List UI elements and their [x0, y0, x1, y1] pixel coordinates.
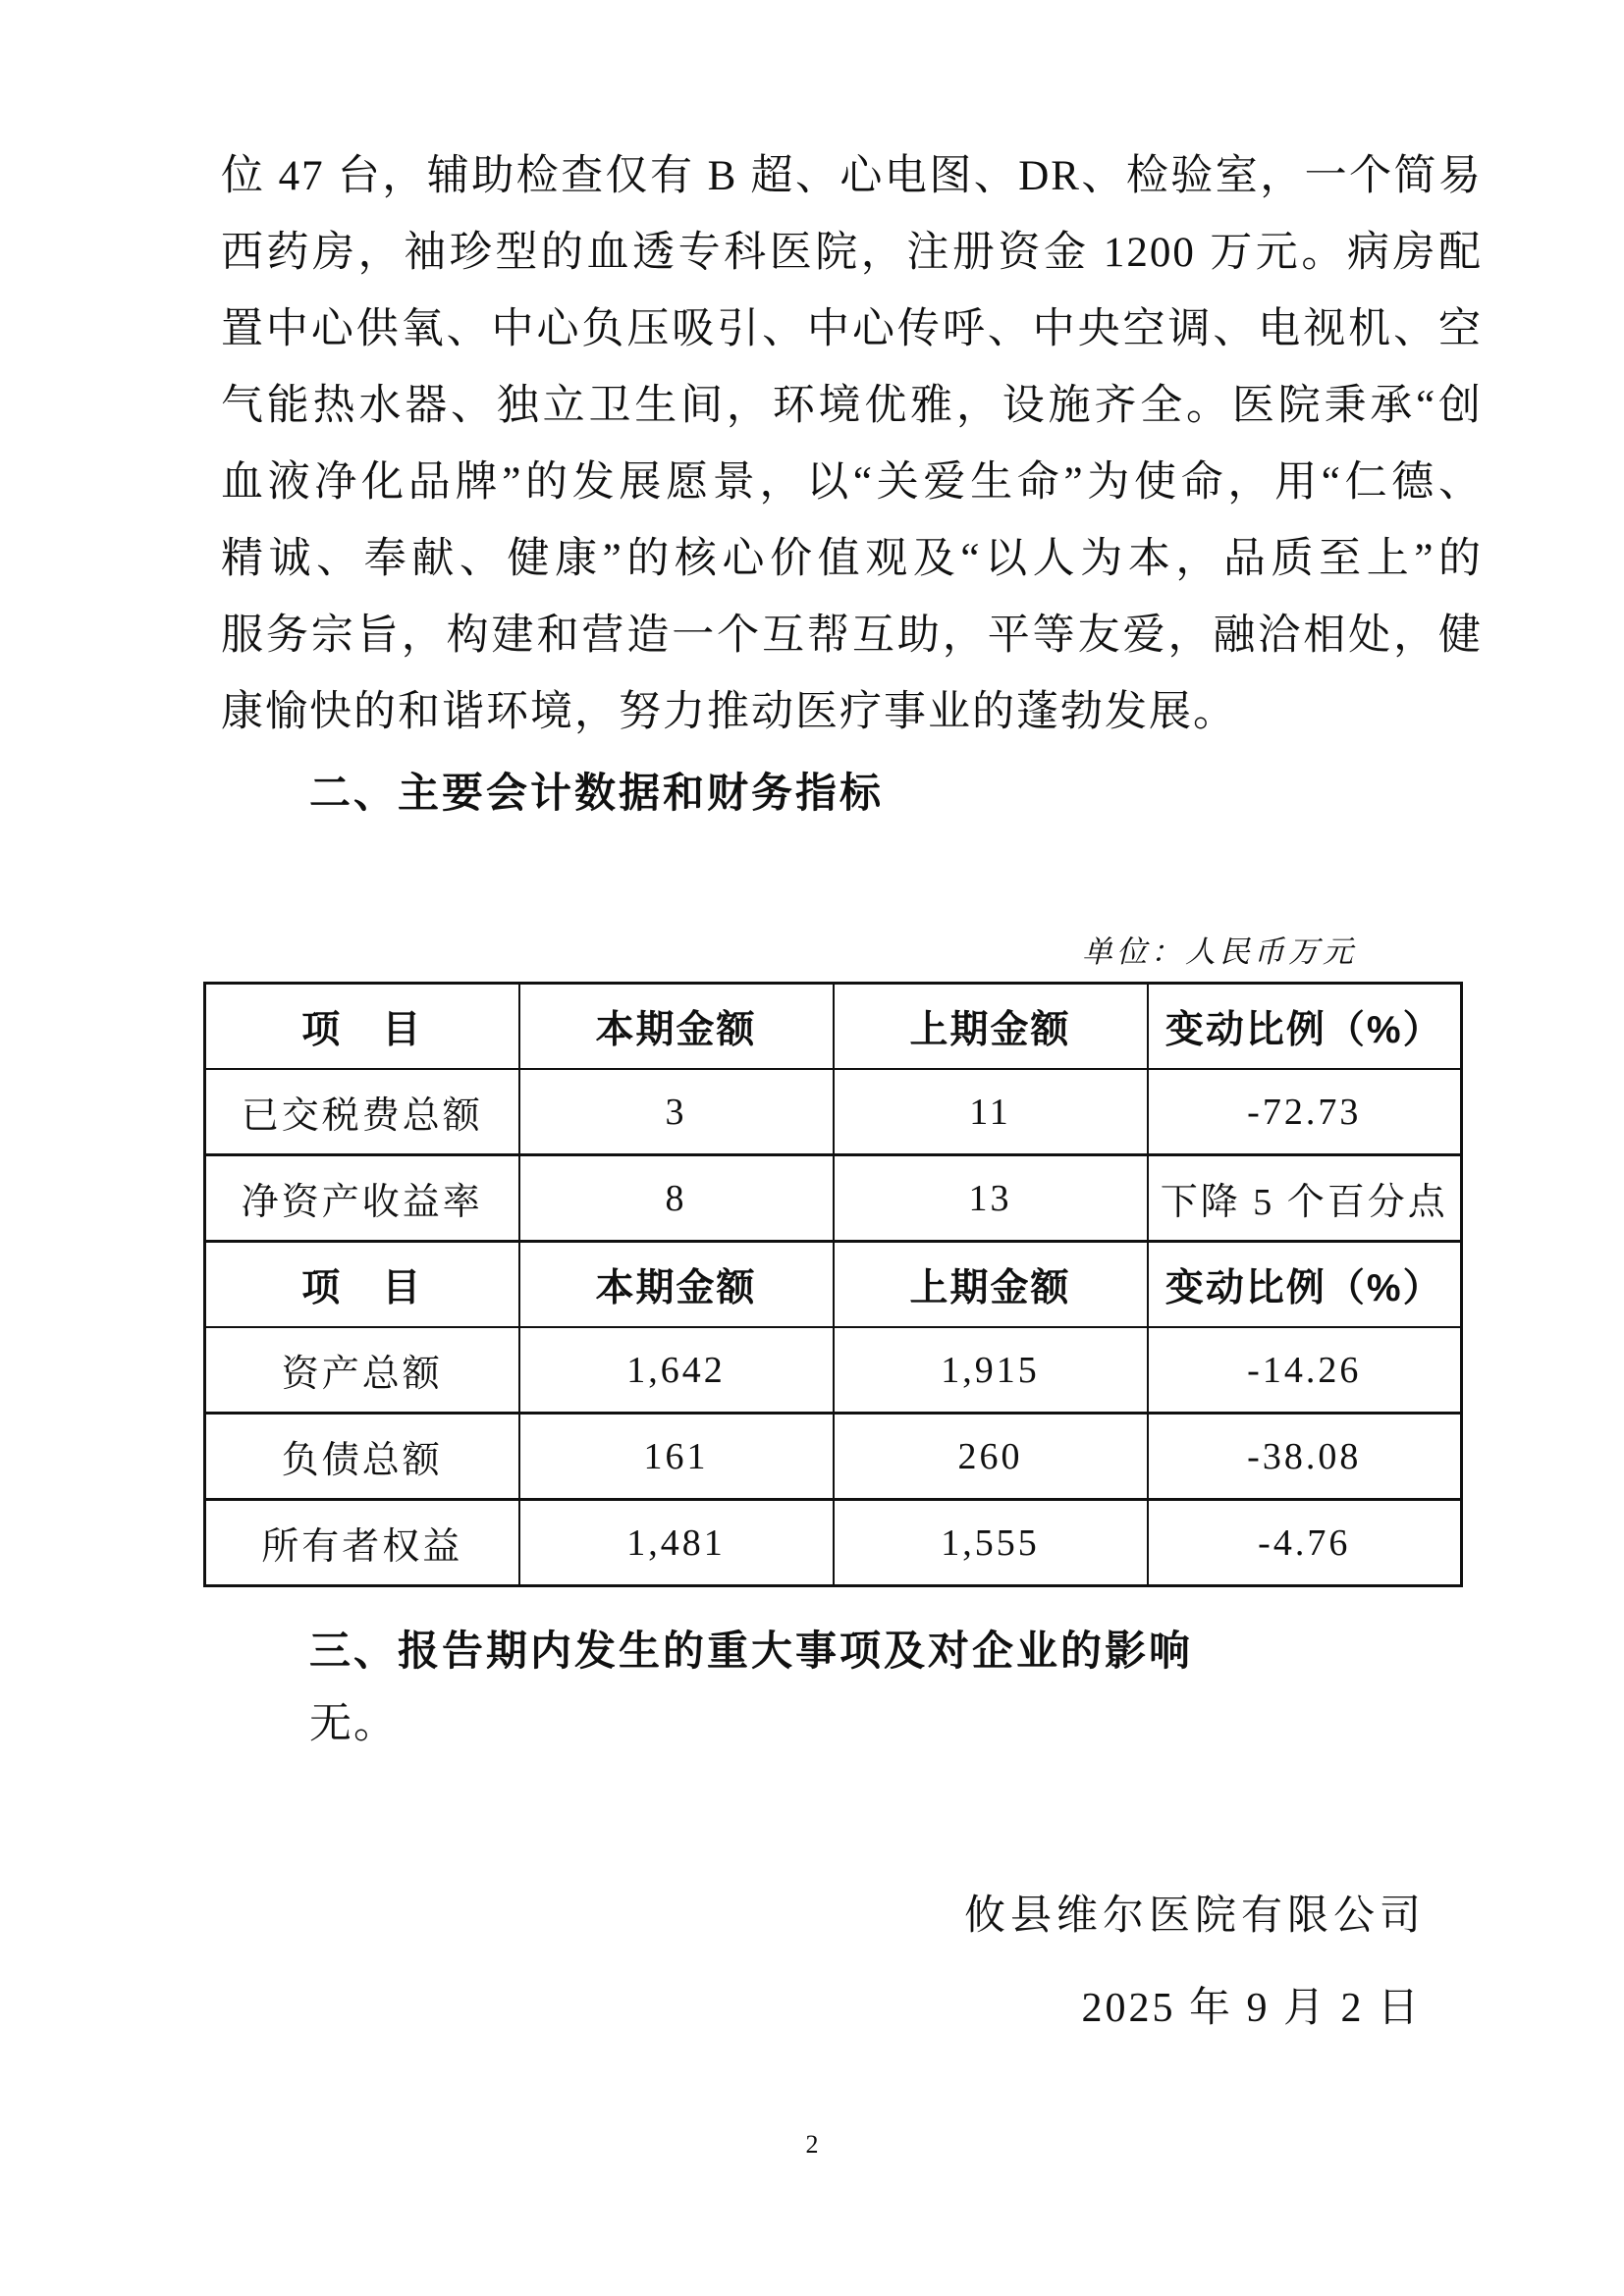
financial-indicators-table — [203, 982, 1463, 1587]
table-cell: 13 — [834, 1155, 1148, 1242]
table-cell: -4.76 — [1148, 1500, 1462, 1586]
table-cell: 1,481 — [519, 1500, 834, 1586]
table-cell: 3 — [519, 1069, 834, 1155]
table-cell: 260 — [834, 1414, 1148, 1500]
table-unit-label: 单位：人民币万元 — [1082, 934, 1357, 969]
table-cell: 11 — [834, 1069, 1148, 1155]
paragraph-line: 服务宗旨，构建和营造一个互帮互助，平等友爱，融洽相处，健 — [221, 613, 1483, 659]
table-cell: -72.73 — [1148, 1069, 1462, 1155]
paragraph-line: 西药房，袖珍型的血透专科医院，注册资金 1200 万元。病房配 — [221, 230, 1483, 276]
table-header-cell: 上期金额 — [834, 984, 1148, 1070]
section3-body: 无。 — [309, 1701, 398, 1747]
table-cell: 1,642 — [519, 1327, 834, 1414]
table-cell: 1,555 — [834, 1500, 1148, 1586]
table-header-cell: 项 目 — [205, 1242, 519, 1328]
table-cell: 8 — [519, 1155, 834, 1242]
table-cell: 已交税费总额 — [205, 1069, 519, 1155]
page-number: 2 — [805, 2130, 819, 2159]
table-row — [205, 1327, 1462, 1414]
signature-company: 攸县维尔医院有限公司 — [963, 1894, 1426, 1939]
table-cell: 负债总额 — [205, 1414, 519, 1500]
paragraph-line: 气能热水器、独立卫生间，环境优雅，设施齐全。医院秉承“创 — [221, 383, 1483, 429]
table-cell: 161 — [519, 1414, 834, 1500]
table-row — [205, 1414, 1462, 1500]
table-cell: 1,915 — [834, 1327, 1148, 1414]
section2-heading: 二、主要会计数据和财务指标 — [309, 770, 885, 816]
signature-date: 2025 年 9 月 2 日 — [1081, 1986, 1422, 2031]
table-cell: -38.08 — [1148, 1414, 1462, 1500]
body-paragraph — [221, 138, 1483, 751]
table-cell: 资产总额 — [205, 1327, 519, 1414]
paragraph-line: 精诚、奉献、健康”的核心价值观及“以人为本，品质至上”的 — [221, 536, 1483, 582]
table-header-cell: 项 目 — [205, 984, 519, 1070]
table-header-row — [205, 984, 1462, 1070]
table-header-row — [205, 1242, 1462, 1328]
table-row — [205, 1069, 1462, 1155]
paragraph-line: 康愉快的和谐环境，努力推动医疗事业的蓬勃发展。 — [221, 689, 1237, 735]
paragraph-line: 位 47 台，辅助检查仅有 B 超、心电图、DR、检验室，一个简易 — [221, 153, 1483, 199]
table-header-cell: 本期金额 — [519, 984, 834, 1070]
table-row — [205, 1500, 1462, 1586]
paragraph-line: 置中心供氧、中心负压吸引、中心传呼、中央空调、电视机、空 — [221, 306, 1483, 352]
table-cell: -14.26 — [1148, 1327, 1462, 1414]
section3-heading: 三、报告期内发生的重大事项及对企业的影响 — [309, 1628, 1194, 1674]
paragraph-line: 血液净化品牌”的发展愿景，以“关爱生命”为使命，用“仁德、 — [221, 459, 1483, 506]
table-header-cell: 上期金额 — [834, 1242, 1148, 1328]
table-cell: 所有者权益 — [205, 1500, 519, 1586]
table-header-cell: 变动比例（%） — [1148, 1242, 1462, 1328]
table-cell: 下降 5 个百分点 — [1148, 1155, 1462, 1242]
table-header-cell: 本期金额 — [519, 1242, 834, 1328]
table-header-cell: 变动比例（%） — [1148, 984, 1462, 1070]
table-cell: 净资产收益率 — [205, 1155, 519, 1242]
table-row — [205, 1155, 1462, 1242]
